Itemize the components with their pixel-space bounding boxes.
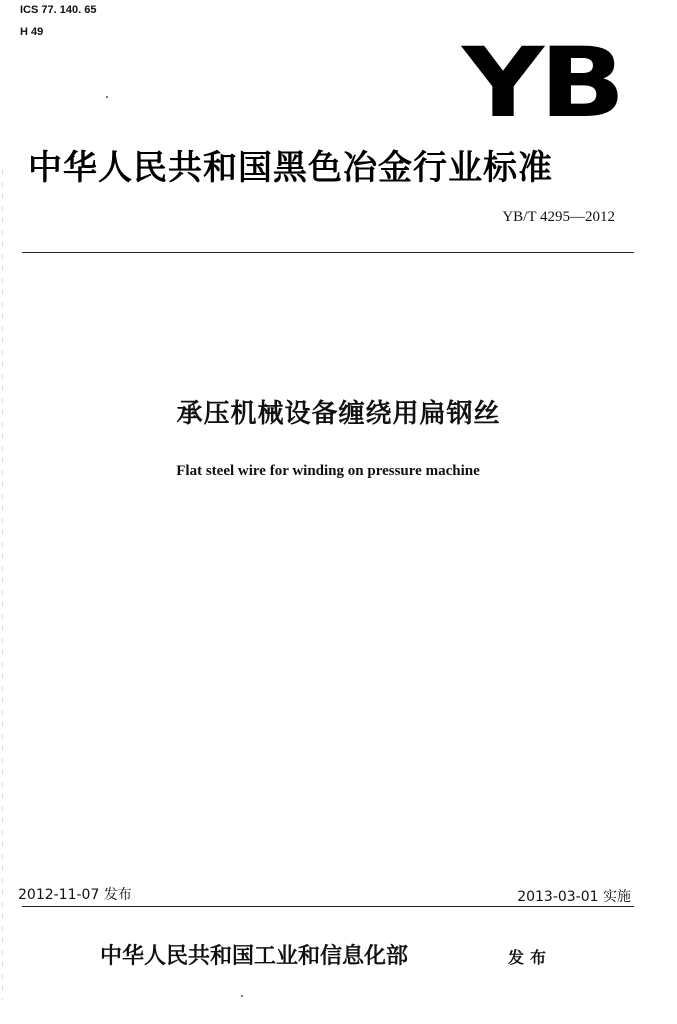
yb-logo: YB (462, 27, 621, 139)
standard-number: YB/T 4295—2012 (502, 209, 615, 225)
ics-code: ICS 77. 140. 65 (20, 4, 97, 16)
org-standard-title: 中华人民共和国黑色冶金行业标准 (28, 148, 553, 188)
publish-label: 发布 (508, 948, 553, 967)
document-title-english: Flat steel wire for winding on pressure machine (176, 463, 480, 479)
publisher-name: 中华人民共和国工业和信息化部 (100, 943, 409, 969)
header-divider (22, 252, 634, 253)
ccs-code: H 49 (20, 26, 44, 38)
document-title-chinese: 承压机械设备缠绕用扁钢丝 (176, 399, 501, 429)
scan-margin-marks (2, 170, 3, 1000)
scan-speck (106, 96, 108, 98)
implementation-date: 2013-03-01 实施 (517, 889, 631, 905)
issue-date: 2012-11-07 发布 (18, 887, 132, 903)
scan-speck (241, 995, 243, 997)
footer-divider (22, 906, 634, 907)
